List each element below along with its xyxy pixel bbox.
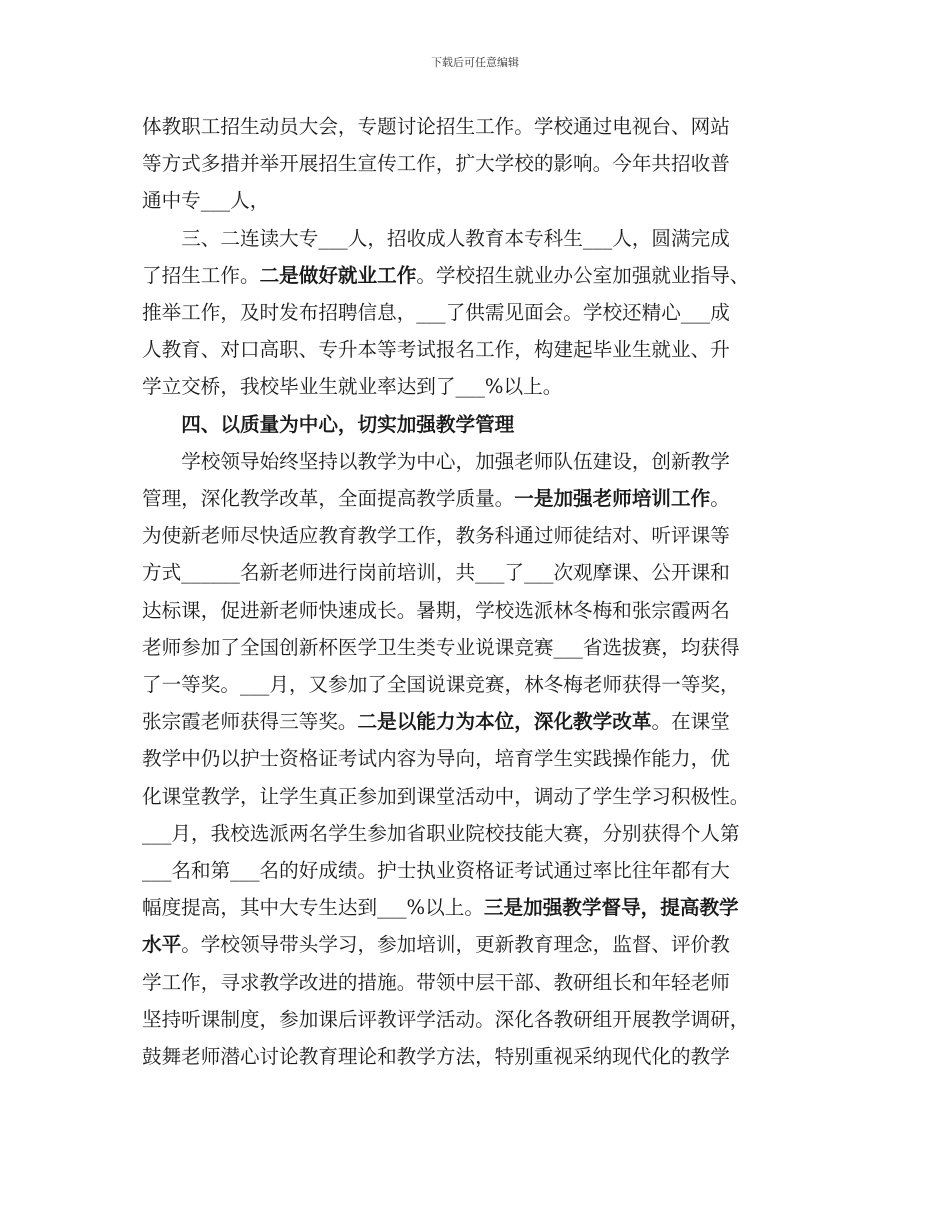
text-run: 体教职工招生动员大会，专题讨论招生工作。学校通过电视台、网站 [142, 115, 730, 138]
text-run: 鼓舞老师潜心讨论教育理论和教学方法，特别重视采纳现代化的教学 [142, 1045, 730, 1069]
text-line [142, 554, 812, 591]
page-header: 下载后可任意编辑 [431, 56, 519, 69]
text-line [142, 740, 812, 777]
bold-text: 二是做好就业工作 [259, 263, 417, 287]
bold-text: 水平 [142, 933, 182, 957]
text-run: 坚持听课制度，参加课后评教评学活动。深化各教研组开展教学调研， [142, 1007, 750, 1031]
text-run: 幅度提高，其中大专生达到___%以上。 [142, 896, 484, 920]
text-run: 教学中仍以护士资格证考试内容为导向，培育学生实践操作能力，优 [142, 747, 730, 771]
document-body [142, 108, 812, 1075]
text-line [142, 108, 812, 145]
text-line [142, 443, 812, 480]
text-line [142, 703, 812, 740]
text-run: 通中专___人， [142, 189, 270, 213]
text-line [142, 220, 812, 257]
text-run: 学校领导始终坚持以教学为中心，加强老师队伍建设，创新教学 [181, 449, 730, 473]
text-line [142, 1038, 812, 1075]
text-run: 了招生工作。 [142, 263, 260, 287]
text-line [142, 815, 812, 852]
text-line [142, 666, 812, 703]
text-line [142, 592, 812, 629]
text-run: ___名和第___名的好成绩。护士执业资格证考试通过率比往年都有大 [142, 859, 730, 883]
text-line [142, 778, 812, 815]
text-run: 了一等奖。___月，又参加了全国说课竞赛，林冬梅老师获得一等奖， [142, 673, 740, 697]
text-line [142, 1001, 812, 1038]
paragraph [142, 443, 812, 1075]
text-line [142, 517, 812, 554]
text-line [142, 629, 812, 666]
text-line [142, 406, 812, 443]
text-line [142, 926, 812, 963]
text-line [142, 889, 812, 926]
text-run: 为使新老师尽快适应教育教学工作，教务科通过师徒结对、听评课等 [142, 524, 730, 548]
text-line [142, 182, 812, 219]
text-run: 。在课堂 [651, 710, 730, 734]
text-line [142, 257, 812, 294]
text-line [142, 145, 812, 182]
text-run: 推举工作，及时发布招聘信息，___了供需见面会。学校还精心___成 [142, 301, 730, 325]
paragraph [142, 220, 812, 406]
text-run: 。学校领导带头学习，参加培训，更新教育理念，监督、评价教 [181, 933, 730, 957]
text-run: 达标课，促进新老师快速成长。暑期，学校选派林冬梅和张宗霞两名 [142, 598, 730, 622]
text-run: 。学校招生就业办公室加强就业指导、 [416, 263, 750, 287]
text-run: 三、二连读大专___人，招收成人教育本专科生___人，圆满完成 [181, 226, 730, 250]
text-run: ___月，我校选派两名学生参加省职业院校技能大赛，分别获得个人第 [142, 821, 740, 845]
paragraph [142, 108, 812, 220]
text-line [142, 964, 812, 1001]
text-run: 方式______名新老师进行岗前培训，共___了___次观摩课、公开课和 [142, 561, 730, 585]
text-run: 学工作，寻求教学改进的措施。带领中层干部、教研组长和年轻老师 [142, 970, 730, 994]
bold-text: 二是以能力为本位，深化教学改革 [357, 710, 652, 734]
text-line [142, 852, 812, 889]
text-run: 老师参加了全国创新杯医学卫生类专业说课竞赛___省选拔赛，均获得 [142, 635, 740, 659]
text-run: 。 [710, 487, 730, 511]
text-run: 学立交桥，我校毕业生就业率达到了___%以上。 [142, 375, 563, 399]
text-run: 等方式多措并举开展招生宣传工作，扩大学校的影响。今年共招收普 [142, 152, 730, 176]
text-run: 化课堂教学，让学生真正参加到课堂活动中，调动了学生学习积极性。 [142, 784, 750, 808]
text-run: 管理，深化教学改革，全面提高教学质量。 [142, 487, 515, 511]
section-heading [142, 406, 812, 443]
text-line [142, 294, 812, 331]
text-run: 人教育、对口高职、专升本等考试报名工作，构建起毕业生就业、升 [142, 338, 730, 362]
text-run: 张宗霞老师获得三等奖。 [142, 710, 358, 734]
text-line [142, 480, 812, 517]
bold-text: 三是加强教学督导，提高教学 [483, 896, 739, 920]
bold-text: 一是加强老师培训工作 [514, 487, 711, 511]
text-line [142, 368, 812, 405]
bold-text: 四、以质量为中心，切实加强教学管理 [181, 412, 515, 436]
text-line [142, 331, 812, 368]
